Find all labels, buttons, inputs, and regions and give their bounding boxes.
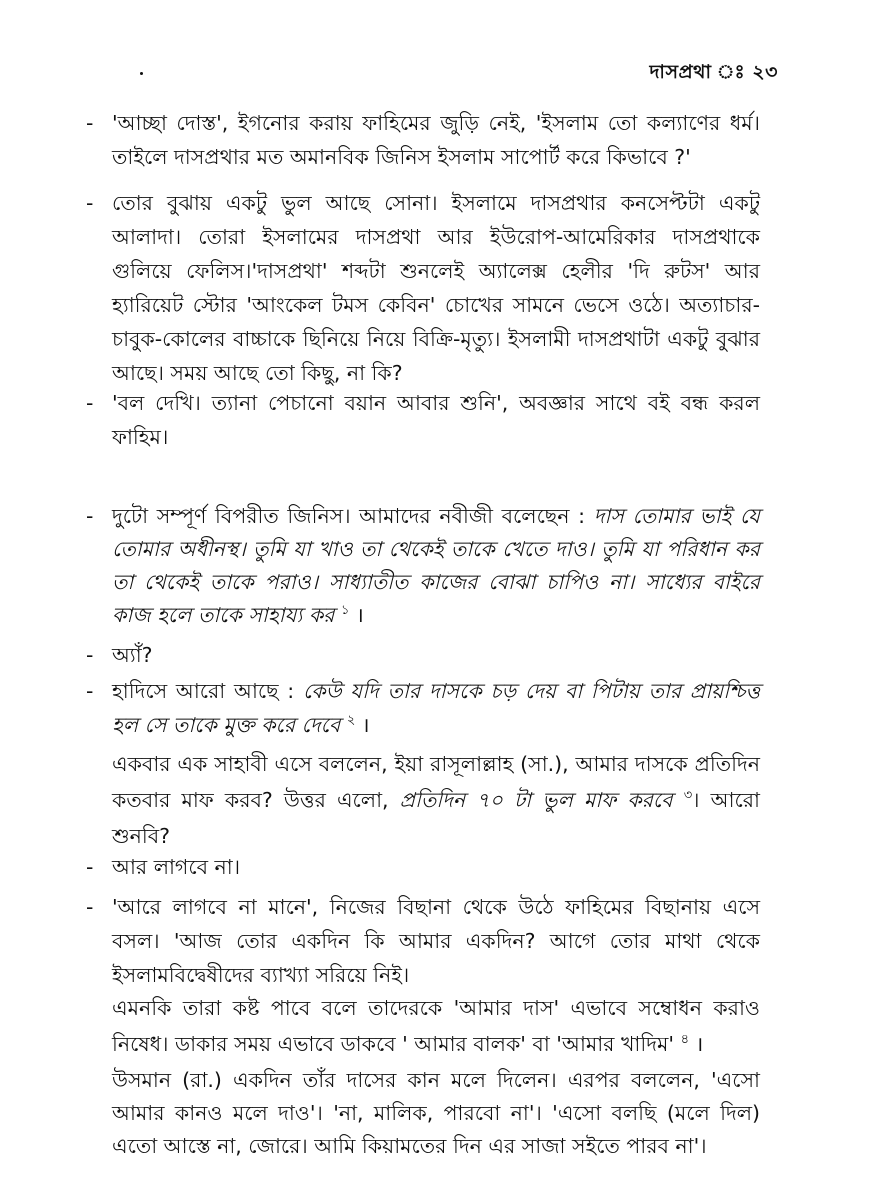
body-paragraph-10 — [112, 990, 760, 1062]
paragraph-text: অ্যাঁ? — [112, 643, 153, 667]
footnote-marker: ১ — [341, 603, 350, 619]
stray-mark — [140, 72, 143, 75]
footnote-marker: ৩ — [683, 788, 693, 804]
dash-mark: - — [86, 191, 94, 215]
running-head: দাসপ্রথা ঃ ২৩ — [649, 61, 778, 83]
dialogue-paragraph-3 — [80, 386, 760, 454]
dash-mark: - — [86, 679, 94, 703]
paragraph-text: আর লাগবে না। — [112, 855, 241, 879]
paragraph-text: তোর বুঝায় একটু ভুল আছে সোনা। ইসলামে দাসপ্রথার কনসেপ্টটা একটু আলাদা। তোরা ইসলামের দাসপ্রথা আর ইউরোপ-আমেরিকার দাসপ্রথাকে গুলিয়ে ফেলিস।'দাসপ্রথা' শব্দটা শুনলেই অ্যালেক্স হেলীর 'দি রুটস' আর হ্যারিয়েট স্টোর 'আংকেল টমস কেবিন' চোখের সামনে ভেসে ওঠে। অত্যাচার-চাবুক-কোলের বাচ্চাকে ছিনিয়ে নিয়ে বিক্রি-মৃত্যু। ইসলামী দাসপ্রথাটা একটু বুঝার আছে। সময় আছে তো কিছু, না কি? — [112, 191, 760, 385]
paragraph-text: 'আচ্ছা দোস্ত', ইগনোর করায় ফাহিমের জুড়ি নেই, 'ইসলাম তো কল্যাণের ধর্ম। তাইলে দাসপ্রথার মত অমানবিক জিনিস ইসলাম সাপোর্ট করে কিভাবে ?' — [112, 111, 760, 169]
dialogue-paragraph-8 — [80, 850, 760, 884]
text-end: । — [355, 713, 370, 737]
dash-mark: - — [86, 855, 94, 879]
body-paragraph-7 — [112, 746, 760, 854]
dialogue-paragraph-2 — [80, 186, 760, 390]
dialogue-paragraph-5 — [80, 638, 760, 672]
dialogue-paragraph-1 — [80, 106, 760, 174]
footnote-marker: ২ — [346, 713, 356, 729]
dash-mark: - — [86, 391, 94, 415]
text-end: । — [689, 1032, 704, 1056]
text-normal: এমনকি তারা কষ্ট পাবে বলে তাদেরকে 'আমার দাস' এভাবে সম্বোধন করাও নিষেধ। ডাকার সময় এভাবে ডাকবে ' আমার বালক' বা 'আমার খাদিম' — [112, 996, 760, 1056]
text-normal: হাদিসে আরো আছে : — [112, 679, 303, 703]
hadith-quote: কেউ যদি তার দাসকে চড় দেয় বা পিটায় তার প্রায়শ্চিত্ত হল সে তাকে মুক্ত করে দেবে — [112, 679, 760, 737]
text-end: । — [349, 603, 364, 627]
dash-mark: - — [86, 111, 94, 135]
paragraph-text — [112, 500, 760, 632]
text-normal: একবার এক সাহাবী এসে বললেন, ইয়া রাসূলাল্লাহ (সা.), আমার দাসকে প্রতিদিন কতবার মাফ করব? উত্তর এলো, — [112, 752, 760, 812]
dash-mark: - — [86, 504, 94, 528]
paragraph-text: উসমান (রা.) একদিন তাঁর দাসের কান মলে দিলেন। এরপর বললেন, 'এসো আমার কানও মলে দাও'। 'না, মালিক, পারবো না'। 'এসো বলছি (মলে দিল) এতো আস্তে না, জোরে। আমি কিয়ামতের দিন এর সাজা সইতে পারব না'। — [112, 1068, 760, 1158]
paragraph-text — [112, 674, 760, 742]
paragraph-text: 'বল দেখি। ত্যানা পেচানো বয়ান আবার শুনি', অবজ্ঞার সাথে বই বন্ধ করল ফাহিম। — [112, 391, 760, 449]
paragraph-text — [112, 746, 760, 854]
paragraph-text: 'আরে লাগবে না মানে', নিজের বিছানা থেকে উঠে ফাহিমের বিছানায় এসে বসল। 'আজ তোর একদিন কি আমার একদিন? আগে তোর মাথা থেকে ইসলামবিদ্বেষীদের ব্যাখ্যা সরিয়ে নিই। — [112, 895, 760, 987]
dash-mark: - — [86, 895, 94, 919]
text-normal: দুটো সম্পূর্ণ বিপরীত জিনিস। আমাদের নবীজী বলেছেন : — [112, 504, 594, 528]
hadith-quote: দাস তোমার ভাই যে তোমার অধীনস্থ। তুমি যা খাও তা থেকেই তাকে খেতে দাও। তুমি যা পরিধান কর তা থেকেই তাকে পরাও। সাধ্যাতীত কাজের বোঝা চাপিও না। সাধ্যের বাইরে কাজ হলে তাকে সাহায্য কর — [112, 504, 760, 627]
hadith-quote: প্রতিদিন ৭০ টা ভুল মাফ করবে — [399, 788, 673, 812]
body-paragraph-11 — [112, 1064, 760, 1163]
dialogue-paragraph-6 — [80, 674, 760, 742]
text-end: । আরো শুনবি? — [112, 788, 760, 848]
dash-mark: - — [86, 643, 94, 667]
paragraph-text — [112, 990, 760, 1062]
dialogue-paragraph-9 — [80, 890, 760, 992]
dialogue-paragraph-4 — [80, 500, 760, 632]
footnote-marker: ৪ — [680, 1032, 690, 1048]
